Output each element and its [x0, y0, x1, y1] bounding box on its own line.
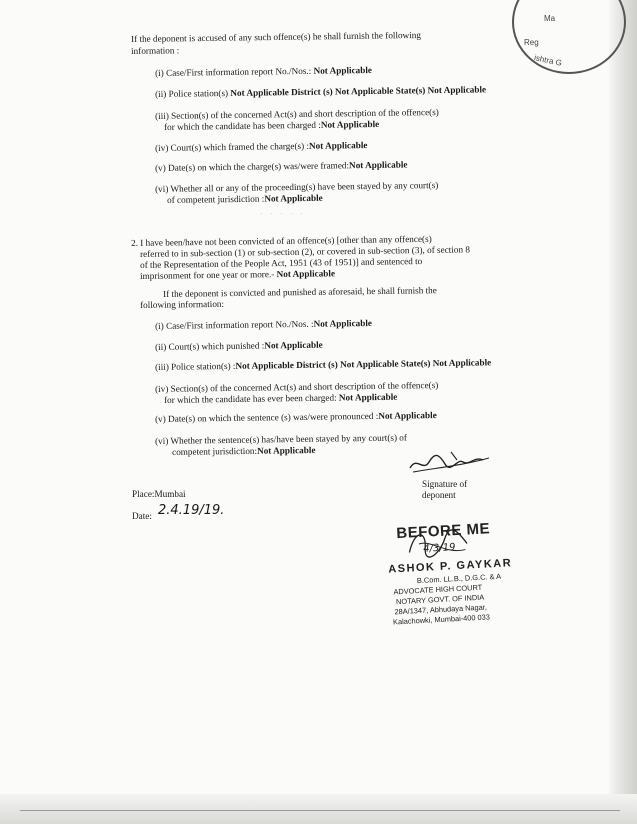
- notary-name: ASHOK P. GAYKAR: [387, 557, 513, 576]
- notary-qualifications: B.Com. LL.B., D.G.C. & A: [416, 571, 502, 586]
- para1-item-v: (v) Date(s) on which the charge(s) was/were framed:Not Applicable: [155, 159, 408, 173]
- before-me-text: BEFORE ME: [395, 520, 491, 543]
- notary-address1: 28A/1347, Abhudaya Nagar,: [394, 602, 488, 617]
- para2-item-v: (v) Date(s) on which the sentence (s) was/were pronounced :Not Applicable: [155, 410, 437, 424]
- para1-item-vi-line1: (vi) Whether all or any of the proceeding(s) have been stayed by any court(s): [155, 180, 439, 194]
- para1-item-vi-line2: of competent jurisdiction :Not Applicable: [167, 192, 323, 205]
- para2-line3: of the Representation of the People Act, 1951 (43 of 1951)] and sentenced to: [140, 256, 423, 270]
- date-handwritten: 2.4.19/19.: [158, 503, 225, 518]
- page-bottom-edge-line: [20, 810, 620, 811]
- para2-intro-line2: following information:: [140, 298, 225, 310]
- para1-item-iii-line2: for which the candidate has been charged :Not Applicable: [164, 118, 380, 132]
- date-label: Date:: [132, 511, 152, 521]
- para2-item-iv-line1: (iv) Section(s) of the concerned Act(s) and short description of the offence(s): [155, 380, 439, 394]
- notary-title: ADVOCATE HIGH COURT: [393, 582, 483, 597]
- stamp-handwritten-date: 4/3/19: [422, 542, 456, 555]
- notary-stamp: [380, 519, 520, 627]
- page-edge-shadow-bottom: [0, 794, 637, 824]
- notary-govt: NOTARY GOVT. OF INDIA: [395, 592, 485, 607]
- scan-noise: · · · · ·: [260, 210, 306, 218]
- para2-item-iii: (iii) Police station(s) :Not Applicable District (s) Not Applicable State(s) Not Applicable: [155, 357, 492, 372]
- deponent-signature: [405, 448, 495, 478]
- para2-item-vi-line1: (vi) Whether the sentence(s) has/have been stayed by any court(s) of: [155, 432, 408, 446]
- para1-item-iv: (iv) Court(s) which framed the charge(s) :Not Applicable: [155, 140, 368, 153]
- seal-text-2: Reg: [524, 38, 539, 47]
- notary-address2: Kalachowki, Mumbai-400 033: [392, 612, 491, 627]
- seal-text-1: Ma: [544, 14, 556, 23]
- para2-item-ii: (ii) Court(s) which punished :Not Applicable: [155, 339, 323, 352]
- para2-line4: imprisonment for one year or more.- Not Applicable: [140, 268, 336, 281]
- page-edge-shadow-right: [609, 0, 637, 824]
- para2-item-i: (i) Case/First information report No./Nos. :Not Applicable: [155, 317, 373, 331]
- para2-intro-line1: If the deponent is convicted and punished as aforesaid, he shall furnish the: [163, 285, 437, 299]
- para2-line2: referred to in sub-section (1) or sub-section (2), or covered in sub-section (3), of section 8: [140, 244, 470, 259]
- para1-item-iii-line1: (iii) Section(s) of the concerned Act(s) and short description of the offence(s): [155, 107, 439, 121]
- para2-item-iv-line2: for which the candidate has ever been charged: Not Applicable: [164, 391, 398, 405]
- para1-item-ii: (ii) Police station(s) Not Applicable District (s) Not Applicable State(s) Not Applicable: [155, 84, 487, 99]
- place-label: Place:Mumbai: [132, 489, 186, 499]
- signature-label-line2: deponent: [422, 490, 456, 500]
- para2-line1: 2. I have been/have not been convicted of an offence(s) [other than any offence(s): [131, 233, 432, 248]
- signature-label-line1: Signature of: [422, 479, 468, 489]
- seal-text-3: ishtra G: [533, 53, 563, 68]
- para2-item-vi-line2: competent jurisdiction:Not Applicable: [172, 444, 316, 457]
- para1-intro-line1: If the deponent is accused of any such offence(s) he shall furnish the following: [131, 29, 422, 44]
- para1-item-i: (i) Case/First information report No./Nos.: Not Applicable: [155, 64, 373, 78]
- para1-intro-line2: information :: [131, 45, 180, 56]
